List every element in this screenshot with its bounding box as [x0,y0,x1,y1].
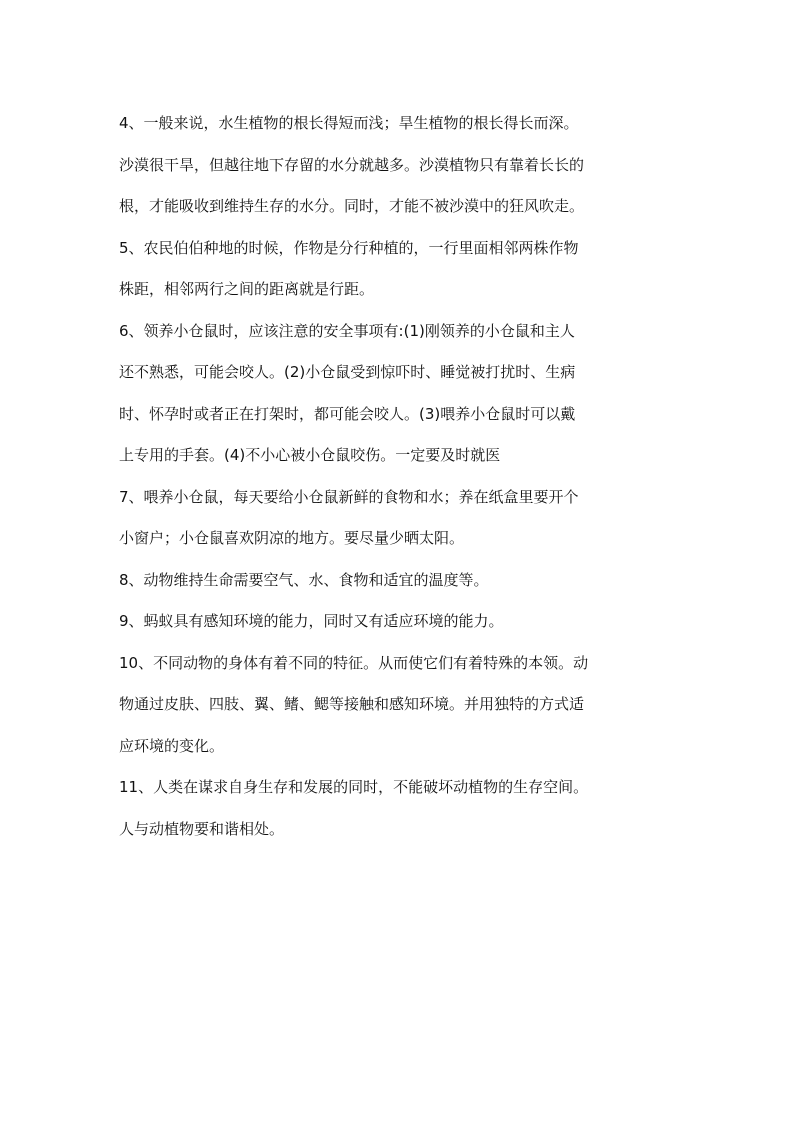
document-body [119,103,679,850]
text-line-14: 10、不同动物的身体有着不同的特征。从而使它们有着特殊的本领。动 [119,653,589,672]
text-line-12: 8、动物维持生命需要空气、水、食物和适宜的温度等。 [119,570,489,589]
text-line-16: 应环境的变化。 [119,736,225,755]
text-line-18: 人与动植物要和谐相处。 [119,819,285,838]
text-line-7: 还不熟悉，可能会咬人。(2)小仓鼠受到惊吓时、睡觉被打扰时、生病 [119,363,576,381]
text-line-3: 根，才能吸收到维持生存的水分。同时，才能不被沙漠中的狂风吹走。 [119,197,585,215]
text-line-9: 上专用的手套。(4)不小心被小仓鼠咬伤。一定要及时就医 [119,446,501,464]
text-line-5: 株距，相邻两行之间的距离就是行距。 [119,280,375,298]
text-line-4: 5、农民伯伯种地的时候，作物是分行种植的，一行里面相邻两株作物 [119,238,579,257]
text-line-8: 时、怀孕时或者正在打架时，都可能会咬人。(3)喂养小仓鼠时可以戴 [119,404,576,423]
text-line-13: 9、蚂蚁具有感知环境的能力，同时又有适应环境的能力。 [119,612,504,630]
text-line-6: 6、领养小仓鼠时，应该注意的安全事项有:(1)刚领养的小仓鼠和主人 [119,321,575,340]
text-line-1: 4、一般来说，水生植物的根长得短而浅；旱生植物的根长得长而深。 [119,114,579,132]
text-line-17: 11、人类在谋求自身生存和发展的同时，不能破坏动植物的生存空间。 [119,778,589,796]
text-line-10: 7、喂养小仓鼠，每天要给小仓鼠新鲜的食物和水；养在纸盒里要开个 [119,487,579,506]
text-line-11: 小窗户；小仓鼠喜欢阴凉的地方。要尽量少晒太阳。 [119,529,465,547]
text-line-15: 物通过皮肤、四肢、翼、鳍、鳃等接触和感知环境。并用独特的方式适 [119,695,585,713]
text-line-2: 沙漠很干旱，但越往地下存留的水分就越多。沙漠植物只有靠着长长的 [119,155,585,174]
